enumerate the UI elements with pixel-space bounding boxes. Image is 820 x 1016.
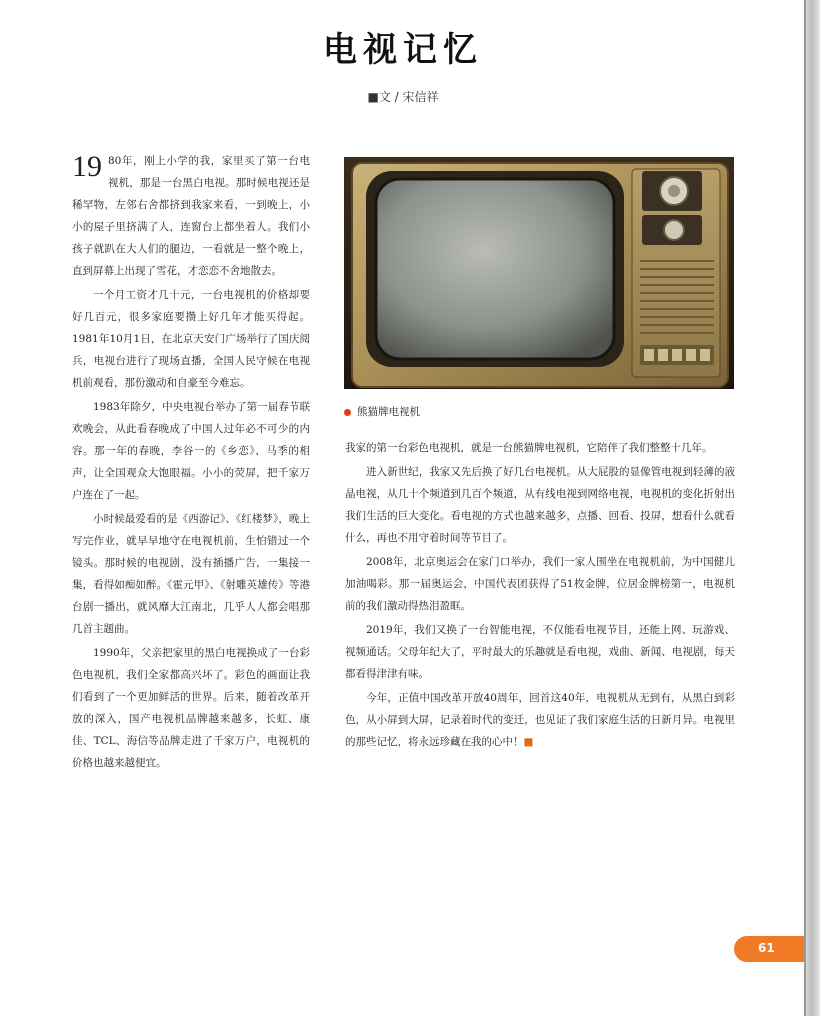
right-paragraph-5-text: 今年，正值中国改革开放40周年，回首这40年，电视机从无到有，从黑白到彩色，从小屏到大屏，记录着时代的变迁，也见证了我们家庭生活的日新月异。电视里的那些记忆，将永远珍藏在我的心中！ — [345, 692, 735, 748]
drop-cap: 19 — [72, 150, 102, 183]
right-paragraph-3: 2008年，北京奥运会在家门口举办，我们一家人围坐在电视机前，为中国健儿加油喝彩。那一届奥运会，中国代表团获得了51枚金牌，位居金牌榜第一，电视机前的我们激动得热泪盈眶。 — [345, 556, 735, 612]
right-paragraph-4: 2019年，我们又换了一台智能电视，不仅能看电视节目，还能上网、玩游戏、视频通话。父母年纪大了，平时最大的乐趣就是看电视，戏曲、新闻、电视剧，每天都看得津津有味。 — [345, 624, 735, 680]
paragraph-1-text: 80年，刚上小学的我，家里买了第一台电视机，那是一台黑白电视。那时候电视还是稀罕物，左邻右舍都挤到我家来看，一到晚上，小小的屋子里挤满了人，连窗台上都坐着人。我们小孩子就趴在大人们的腿边，一看就是一整个晚上，直到屏幕上出现了雪花，才恋恋不舍地散去。 — [72, 155, 310, 277]
bullet-dot-icon — [344, 409, 351, 416]
tv-illustration — [344, 157, 734, 389]
left-text-column — [72, 150, 310, 910]
right-paragraph-1: 我家的第一台彩色电视机，就是一台熊猫牌电视机，它陪伴了我们整整十几年。 — [345, 442, 713, 454]
paragraph-4: 小时候最爱看的是《西游记》、《红楼梦》，晚上写完作业，就早早地守在电视机前，生怕错过一个镜头。那时候的电视剧，没有插播广告，一集接一集，看得如痴如醉。《霍元甲》、《射雕英雄传》等港台剧一播出，就风靡大江南北，几乎人人都会唱那几首主题曲。 — [72, 513, 310, 635]
photo-caption-text: 熊猫牌电视机 — [357, 406, 420, 418]
article-byline: ■文 / 宋信祥 — [367, 90, 439, 104]
right-paragraph-2: 进入新世纪，我家又先后换了好几台电视机。从大屁股的显像管电视到轻薄的液晶电视，从几十个频道到几百个频道，从有线电视到网络电视，电视机的变化折射出我们生活的巨大变化。看电视的方式也越来越多，点播、回看、投屏，想看什么就看什么，再也不用守着时间等节目了。 — [345, 466, 735, 544]
photo-caption — [344, 404, 734, 419]
right-text-column — [345, 437, 735, 917]
paragraph-1 — [72, 150, 310, 282]
right-paragraph-5 — [345, 687, 735, 753]
paragraph-3: 1983年除夕，中央电视台举办了第一届春节联欢晚会，从此看春晚成了中国人过年必不可少的内容。那一年的春晚，李谷一的《乡恋》、马季的相声，让全国观众大饱眼福。小小的荧屏，把千家万户连在了一起。 — [72, 401, 310, 501]
book-spine-shadow — [806, 0, 820, 1016]
television-photo — [344, 157, 734, 389]
paragraph-5: 1990年，父亲把家里的黑白电视换成了一台彩色电视机，我们全家都高兴坏了。彩色的画面让我们看到了一个更加鲜活的世界。后来，随着改革开放的深入，国产电视机品牌越来越多，长虹、康佳、TCL、海信等品牌走进了千家万户，电视机的价格也越来越便宜。 — [72, 647, 310, 769]
paragraph-2: 一个月工资才几十元，一台电视机的价格却要好几百元，很多家庭要攒上好几年才能买得起。1981年10月1日，在北京天安门广场举行了国庆阅兵，电视台进行了现场直播，全国人民守候在电视机前观看，那份激动和自豪至今难忘。 — [72, 289, 310, 389]
end-mark-icon: ■ — [523, 736, 534, 748]
article-title: 电视记忆 — [323, 30, 483, 70]
page-number: 61 — [758, 941, 775, 955]
page-number-tab — [734, 936, 808, 962]
